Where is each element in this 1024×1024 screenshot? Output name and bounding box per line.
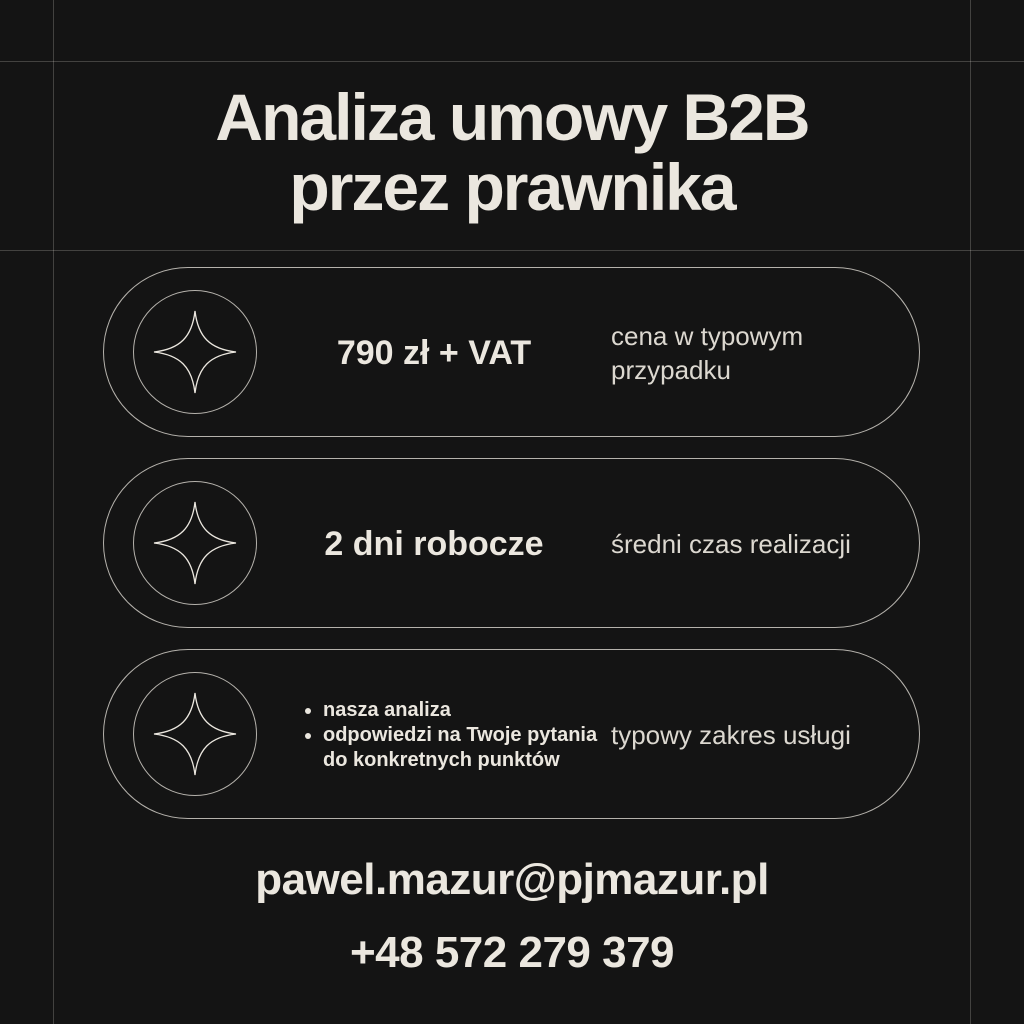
title-line-2: przez prawnika xyxy=(289,150,735,224)
scope-list xyxy=(299,650,599,820)
scope-list-item: odpowiedzi na Twoje pytania do konkretnych punktów xyxy=(299,723,599,773)
turnaround-value: 2 dni robocze xyxy=(324,524,544,563)
contact-phone[interactable]: +48 572 279 379 xyxy=(349,928,675,977)
four-point-star-icon xyxy=(150,498,240,588)
title-line-1: Analiza umowy B2B xyxy=(215,80,809,154)
price-icon-circle xyxy=(133,290,257,414)
scope-description: typowy zakres usługi xyxy=(611,720,851,750)
scope-card xyxy=(103,649,920,819)
contact-email[interactable]: pawel.mazur@pjmazur.pl xyxy=(255,855,769,904)
guide-line-top xyxy=(0,61,1024,62)
price-description: cena w typowym przypadku xyxy=(611,321,804,385)
turnaround-description: średni czas realizacji xyxy=(611,529,851,559)
four-point-star-icon xyxy=(150,689,240,779)
turnaround-icon-circle xyxy=(133,481,257,605)
price-card xyxy=(103,267,920,437)
scope-icon-circle xyxy=(133,672,257,796)
guide-line-under-title xyxy=(0,250,1024,251)
four-point-star-icon xyxy=(150,307,240,397)
turnaround-card xyxy=(103,458,920,628)
scope-list-item: nasza analiza xyxy=(299,698,599,723)
price-value: 790 zł + VAT xyxy=(336,333,532,372)
page-title xyxy=(0,82,1024,222)
